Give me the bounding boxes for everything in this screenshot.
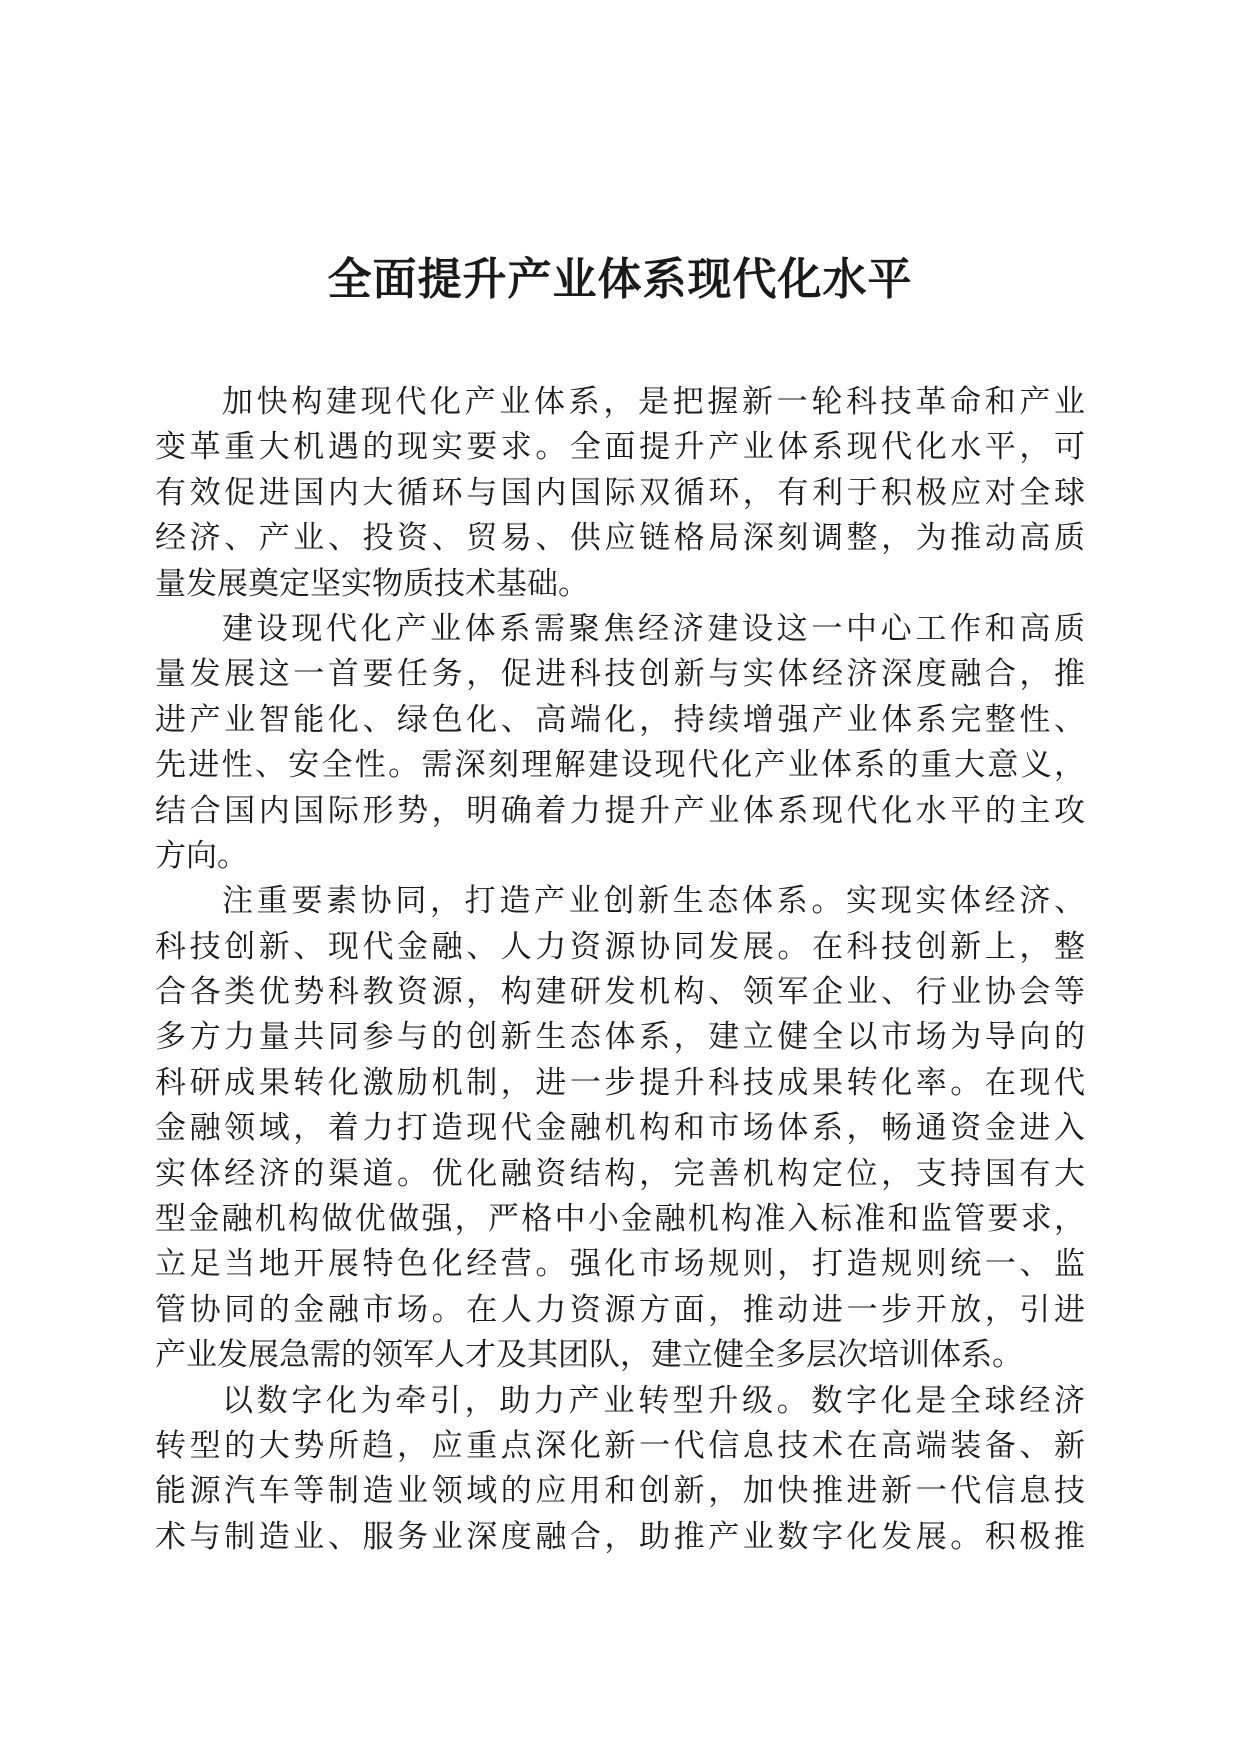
paragraph-1-line-5: 量发展奠定坚实物质技术基础。 (155, 565, 589, 602)
paragraph-1-line-4: 经济、产业、投资、贸易、供应链格局深刻调整，为推动高质 (155, 520, 1085, 557)
paragraph-3-line-6: 金融领域，着力打造现代金融机构和市场体系，畅通资金进入 (155, 1110, 1085, 1147)
paragraph-1-line-3: 有效促进国内大循环与国内国际双循环，有利于积极应对全球 (155, 474, 1085, 511)
paragraph-2-line-6: 方向。 (155, 837, 248, 874)
paragraph-1-line-2: 变革重大机遇的现实要求。全面提升产业体系现代化水平，可 (155, 429, 1085, 466)
paragraph-3-line-11: 产业发展急需的领军人才及其团队，建立健全多层次培训体系。 (155, 1337, 1023, 1374)
paragraph-3-line-8: 型金融机构做优做强，严格中小金融机构准入标准和监管要求， (155, 1201, 1085, 1238)
paragraph-3-line-3: 合各类优势科教资源，构建研发机构、领军企业、行业协会等 (155, 974, 1085, 1011)
article-body (155, 380, 1085, 1560)
paragraph-4-line-2: 转型的大势所趋，应重点深化新一代信息技术在高端装备、新 (155, 1427, 1085, 1464)
paragraph-2-line-5: 结合国内国际形势，明确着力提升产业体系现代化水平的主攻 (155, 792, 1085, 829)
paragraph-3-line-7: 实体经济的渠道。优化融资结构，完善机构定位，支持国有大 (155, 1155, 1085, 1192)
paragraph-3-line-1: 注重要素协同，打造产业创新生态体系。实现实体经济、 (222, 883, 1085, 920)
paragraph-4-line-1: 以数字化为牵引，助力产业转型升级。数字化是全球经济 (222, 1382, 1085, 1419)
paragraph-2-line-4: 先进性、安全性。需深刻理解建设现代化产业体系的重大意义， (155, 747, 1085, 784)
paragraph-3-line-4: 多方力量共同参与的创新生态体系，建立健全以市场为导向的 (155, 1019, 1085, 1056)
paragraph-4-line-4: 术与制造业、服务业深度融合，助推产业数字化发展。积极推 (155, 1518, 1085, 1555)
paragraph-3-line-5: 科研成果转化激励机制，进一步提升科技成果转化率。在现代 (155, 1064, 1085, 1101)
paragraph-3-line-9: 立足当地开展特色化经营。强化市场规则，打造规则统一、监 (155, 1246, 1085, 1283)
paragraph-2-line-2: 量发展这一首要任务，促进科技创新与实体经济深度融合，推 (155, 656, 1085, 693)
paragraph-3-line-2: 科技创新、现代金融、人力资源协同发展。在科技创新上，整 (155, 928, 1085, 965)
paragraph-1-line-1: 加快构建现代化产业体系，是把握新一轮科技革命和产业 (222, 384, 1085, 420)
paragraph-4-line-3: 能源汽车等制造业领域的应用和创新，加快推进新一代信息技 (155, 1473, 1085, 1510)
page-title: 全面提升产业体系现代化水平 (327, 254, 913, 305)
paragraph-3-line-10: 管协同的金融市场。在人力资源方面，推动进一步开放，引进 (155, 1291, 1085, 1328)
paragraph-2-line-1: 建设现代化产业体系需聚焦经济建设这一中心工作和高质 (222, 610, 1085, 647)
paragraph-2-line-3: 进产业智能化、绿色化、高端化，持续增强产业体系完整性、 (155, 701, 1085, 738)
